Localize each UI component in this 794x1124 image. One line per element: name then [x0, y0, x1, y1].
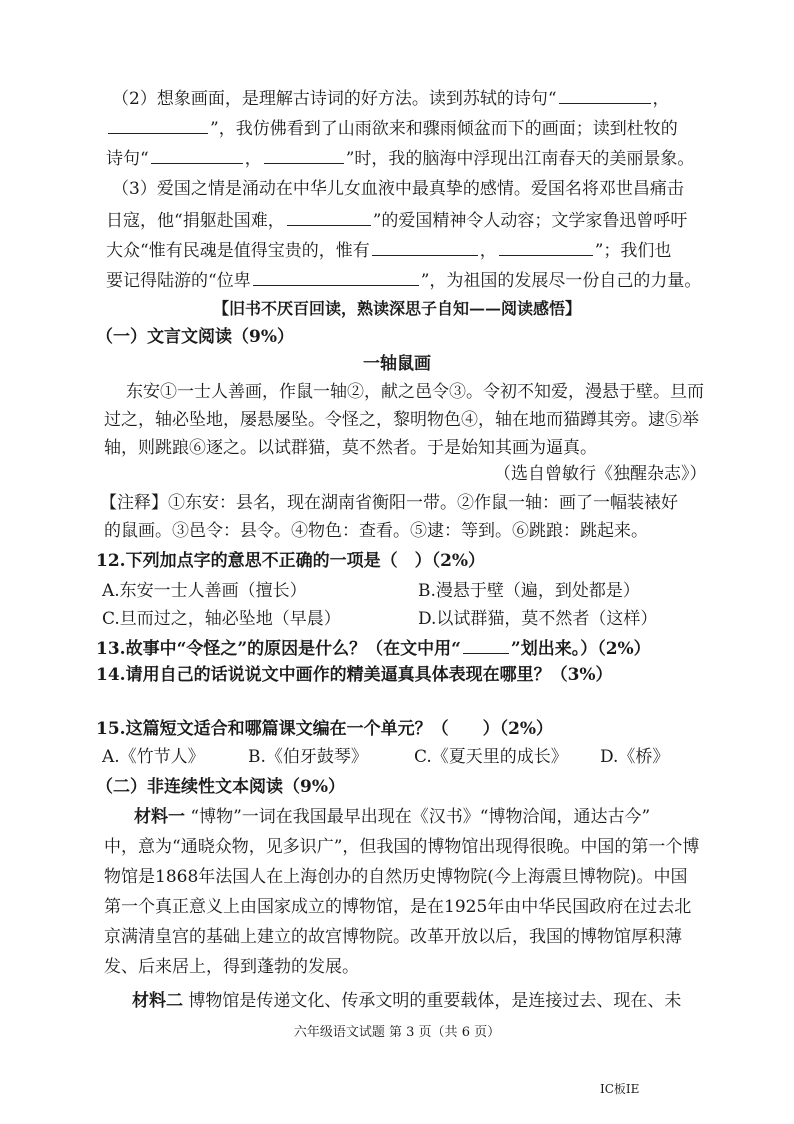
q12-option-c[interactable]: C.旦而过之，轴必坠地（早晨） [102, 609, 341, 629]
q12-option-b[interactable]: B.漫悬于壁（遍，到处都是） [418, 581, 640, 601]
classical-note-line1: 【注释】①东安：县名，现在湖南省衡阳一带。②作鼠一轴：画了一幅装裱好 [100, 493, 678, 513]
answer-blank[interactable] [108, 116, 208, 134]
q15-option-d[interactable]: D.《桥》 [600, 747, 670, 767]
poetry-q2-line1: （2）想象画面，是理解古诗词的好方法。读到苏轼的诗句“ ， [112, 86, 670, 110]
poetry-q3-line1: （3）爱国之情是涌动在中华儿女血液中最真挚的感情。爱国名将邓世昌痛击 [112, 179, 684, 199]
section-heading: 【旧书不厌百回读，熟读深思子自知——阅读感悟】 [212, 299, 581, 318]
material-1-line3: 物馆是1868年法国人在上海创办的自然历史博物院(今上海震旦博物院)。中国 [104, 867, 688, 887]
q15-option-a[interactable]: A.《竹节人》 [102, 747, 205, 767]
answer-blank[interactable] [253, 268, 419, 286]
material-1-line1: 材料一 “博物”一词在我国最早出现在《汉书》“博物洽闻，通达古今” [134, 807, 651, 827]
material-1-line6: 发、后来居上，得到蓬勃的发展。 [104, 957, 359, 977]
corner-mark: IC板IE [600, 1082, 640, 1096]
q15-option-c[interactable]: C.《夏天里的成长》 [414, 747, 568, 767]
answer-blank[interactable] [559, 86, 651, 104]
poetry-q3-line2: 日寇，他“捐躯赴国难， ”的爱国精神令人动容；文学家鲁迅曾呼吁 [106, 208, 687, 232]
question-13: 13.故事中“令怪之”的原因是什么？（在文中用“ ”划出来。）（2%） [96, 636, 651, 660]
classical-text-line3: 轴，则跳踉⑥逐之。以试群猫，莫不然者。于是始知其画为逼真。 [104, 438, 597, 458]
poetry-q3-line3: 大众“惟有民魂是值得宝贵的，惟有 ， ”；我们也 [106, 238, 671, 262]
material-1-line2: 中，意为“通晓众物，见多识广”，但我国的博物馆出现得很晚。中国的第一个博 [104, 837, 700, 857]
classical-heading: （一）文言文阅读（9%） [96, 327, 294, 347]
question-12: 12.下列加点字的意思不正确的一项是（ ）（2%） [96, 551, 486, 571]
answer-blank[interactable] [264, 146, 344, 164]
answer-blank[interactable] [499, 238, 593, 256]
material-2-line1: 材料二 博物馆是传递文化、传承文明的重要载体，是连接过去、现在、未 [132, 991, 682, 1011]
poetry-q2-line2: ”，我仿佛看到了山雨欲来和骤雨倾盆而下的画面；读到杜牧的 [106, 116, 678, 140]
classical-title: 一轴鼠画 [363, 354, 431, 374]
q15-option-b[interactable]: B.《伯牙鼓琴》 [248, 747, 368, 767]
q12-option-a[interactable]: A.东安一士人善画（擅长） [102, 581, 307, 601]
poetry-q3-line4: 要记得陆游的“位卑 ”，为祖国的发展尽一份自己的力量。 [106, 268, 701, 292]
classical-text-line2: 过之，轴必坠地，屡悬屡坠。令怪之，黎明物色④，轴在地而猫蹲其旁。逮⑤举 [104, 410, 699, 430]
classical-text-line1: 东安①一士人善画，作鼠一轴②，献之邑令③。令初不知爱，漫悬于壁。旦而 [126, 382, 704, 402]
underline-sample [463, 636, 509, 654]
page-footer: 六年级语文试题 第 3 页（共 6 页） [293, 1025, 501, 1040]
material-1-line4: 第一个真正意义上由国家成立的博物馆，是在1925年由中华民国政府在过去北 [104, 897, 692, 917]
classical-source: （选自曾敏行《独醒杂志》） [494, 464, 707, 484]
answer-blank[interactable] [372, 238, 478, 256]
classical-note-line2: 的鼠画。③邑令：县令。④物色：查看。⑤逮：等到。⑥跳踉：跳起来。 [104, 521, 648, 541]
poetry-q2-line3: 诗句“ ， ”时，我的脑海中浮现出江南春天的美丽景象。 [106, 146, 694, 170]
nonlinear-heading: （二）非连续性文本阅读（9%） [96, 777, 345, 797]
q12-option-d[interactable]: D.以试群猫，莫不然者（这样） [418, 609, 658, 629]
answer-blank[interactable] [151, 146, 243, 164]
question-15: 15.这篇短文适合和哪篇课文编在一个单元？（ ）（2%） [96, 719, 554, 739]
question-14: 14.请用自己的话说说文中画作的精美逼真具体表现在哪里？（3%） [96, 665, 613, 685]
material-1-line5: 京满清皇宫的基础上建立的故宫博物院。改革开放以后，我国的博物馆厚积薄 [104, 927, 682, 947]
answer-blank[interactable] [287, 208, 371, 226]
